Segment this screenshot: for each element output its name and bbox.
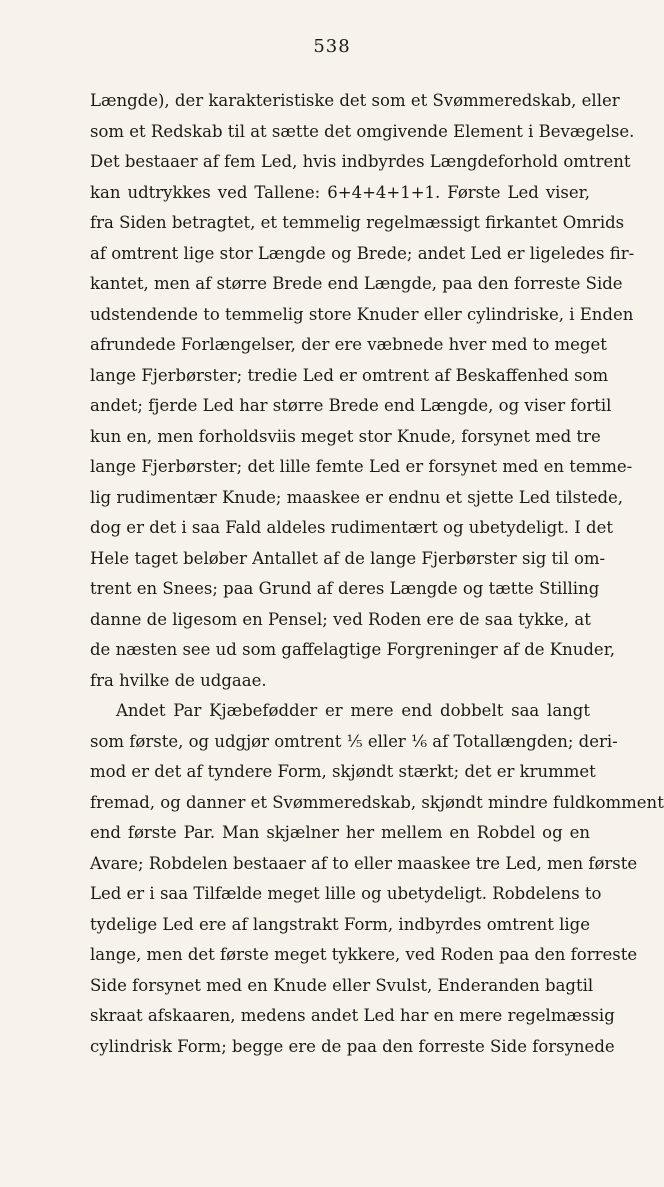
text-line: de næsten see ud som gaffelagtige Forgreninger af de Knuder, bbox=[90, 640, 616, 659]
text-line: kan udtrykkes ved Tallene: 6+4+4+1+1. Første Led viser, bbox=[90, 182, 590, 202]
text-line: fra Siden betragtet, et temmelig regelmæssigt firkantet Omrids bbox=[90, 213, 625, 232]
text-line: trent en Snees; paa Grund af deres Længde og tætte Stilling bbox=[90, 579, 600, 598]
text-line: Det bestaaer af fem Led, hvis indbyrdes Længdeforhold omtrent bbox=[90, 152, 631, 171]
text-line: afrundede Forlængelser, der ere væbnede hver med to meget bbox=[90, 335, 607, 354]
text-line: Hele taget beløber Antallet af de lange Fjerbørster sig til om- bbox=[90, 548, 606, 568]
text-line: dog er det i saa Fald aldeles rudimentært og ubetydeligt. I det bbox=[90, 518, 613, 537]
text-line: som første, og udgjør omtrent ⅕ eller ⅙ af Totallængden; deri- bbox=[90, 731, 618, 751]
text-line: Led er i saa Tilfælde meget lille og ubetydeligt. Robdelens to bbox=[90, 884, 602, 903]
text-line: Andet Par Kjæbefødder er mere end dobbelt saa langt bbox=[116, 701, 590, 720]
text-line: kun en, men forholdsviis meget stor Knude, forsynet med tre bbox=[90, 426, 601, 446]
text-line: lange Fjerbørster; det lille femte Led er forsynet med en temme- bbox=[90, 457, 633, 476]
text-line: lange Fjerbørster; tredie Led er omtrent af Beskaffenhed som bbox=[90, 365, 609, 385]
text-line: Avare; Robdelen bestaaer af to eller maaskee tre Led, men første bbox=[90, 853, 638, 873]
text-line: Side forsynet med en Knude eller Svulst, Enderanden bagtil bbox=[90, 975, 594, 995]
text-line: cylindrisk Form; begge ere de paa den forreste Side forsynede bbox=[90, 1036, 615, 1056]
text-line: andet; fjerde Led har større Brede end Længde, og viser fortil bbox=[90, 396, 612, 415]
text-line: fra hvilke de udgaae. bbox=[90, 670, 267, 690]
text-line: skraat afskaaren, medens andet Led har en mere regelmæssig bbox=[90, 1006, 615, 1025]
text-line: tydelige Led ere af langstrakt Form, indbyrdes omtrent lige bbox=[90, 914, 590, 934]
text-line: Længde), der karakteristiske det som et Svømmeredskab, eller bbox=[90, 91, 620, 110]
text-line: danne de ligesom en Pensel; ved Roden ere de saa tykke, at bbox=[90, 609, 591, 629]
text-line: udstendende to temmelig store Knuder eller cylindriske, i Enden bbox=[90, 304, 634, 324]
text-line: som et Redskab til at sætte det omgivende Element i Bevægelse. bbox=[90, 121, 635, 141]
text-line: kantet, men af større Brede end Længde, paa den forreste Side bbox=[90, 274, 623, 293]
page-number: 538 bbox=[313, 36, 351, 57]
text-line: lange, men det første meget tykkere, ved Roden paa den forreste bbox=[90, 945, 638, 964]
text-line: end første Par. Man skjælner her mellem en Robdel og en bbox=[90, 823, 590, 842]
body-text bbox=[90, 86, 664, 1062]
text-line: fremad, og danner et Svømmeredskab, skjøndt mindre fuldkomment bbox=[90, 792, 664, 812]
text-line: mod er det af tyndere Form, skjøndt stærkt; det er krummet bbox=[90, 762, 596, 781]
text-line: lig rudimentær Knude; maaskee er endnu et sjette Led tilstede, bbox=[90, 487, 624, 507]
text-line: af omtrent lige stor Længde og Brede; andet Led er ligeledes fir- bbox=[90, 243, 635, 263]
